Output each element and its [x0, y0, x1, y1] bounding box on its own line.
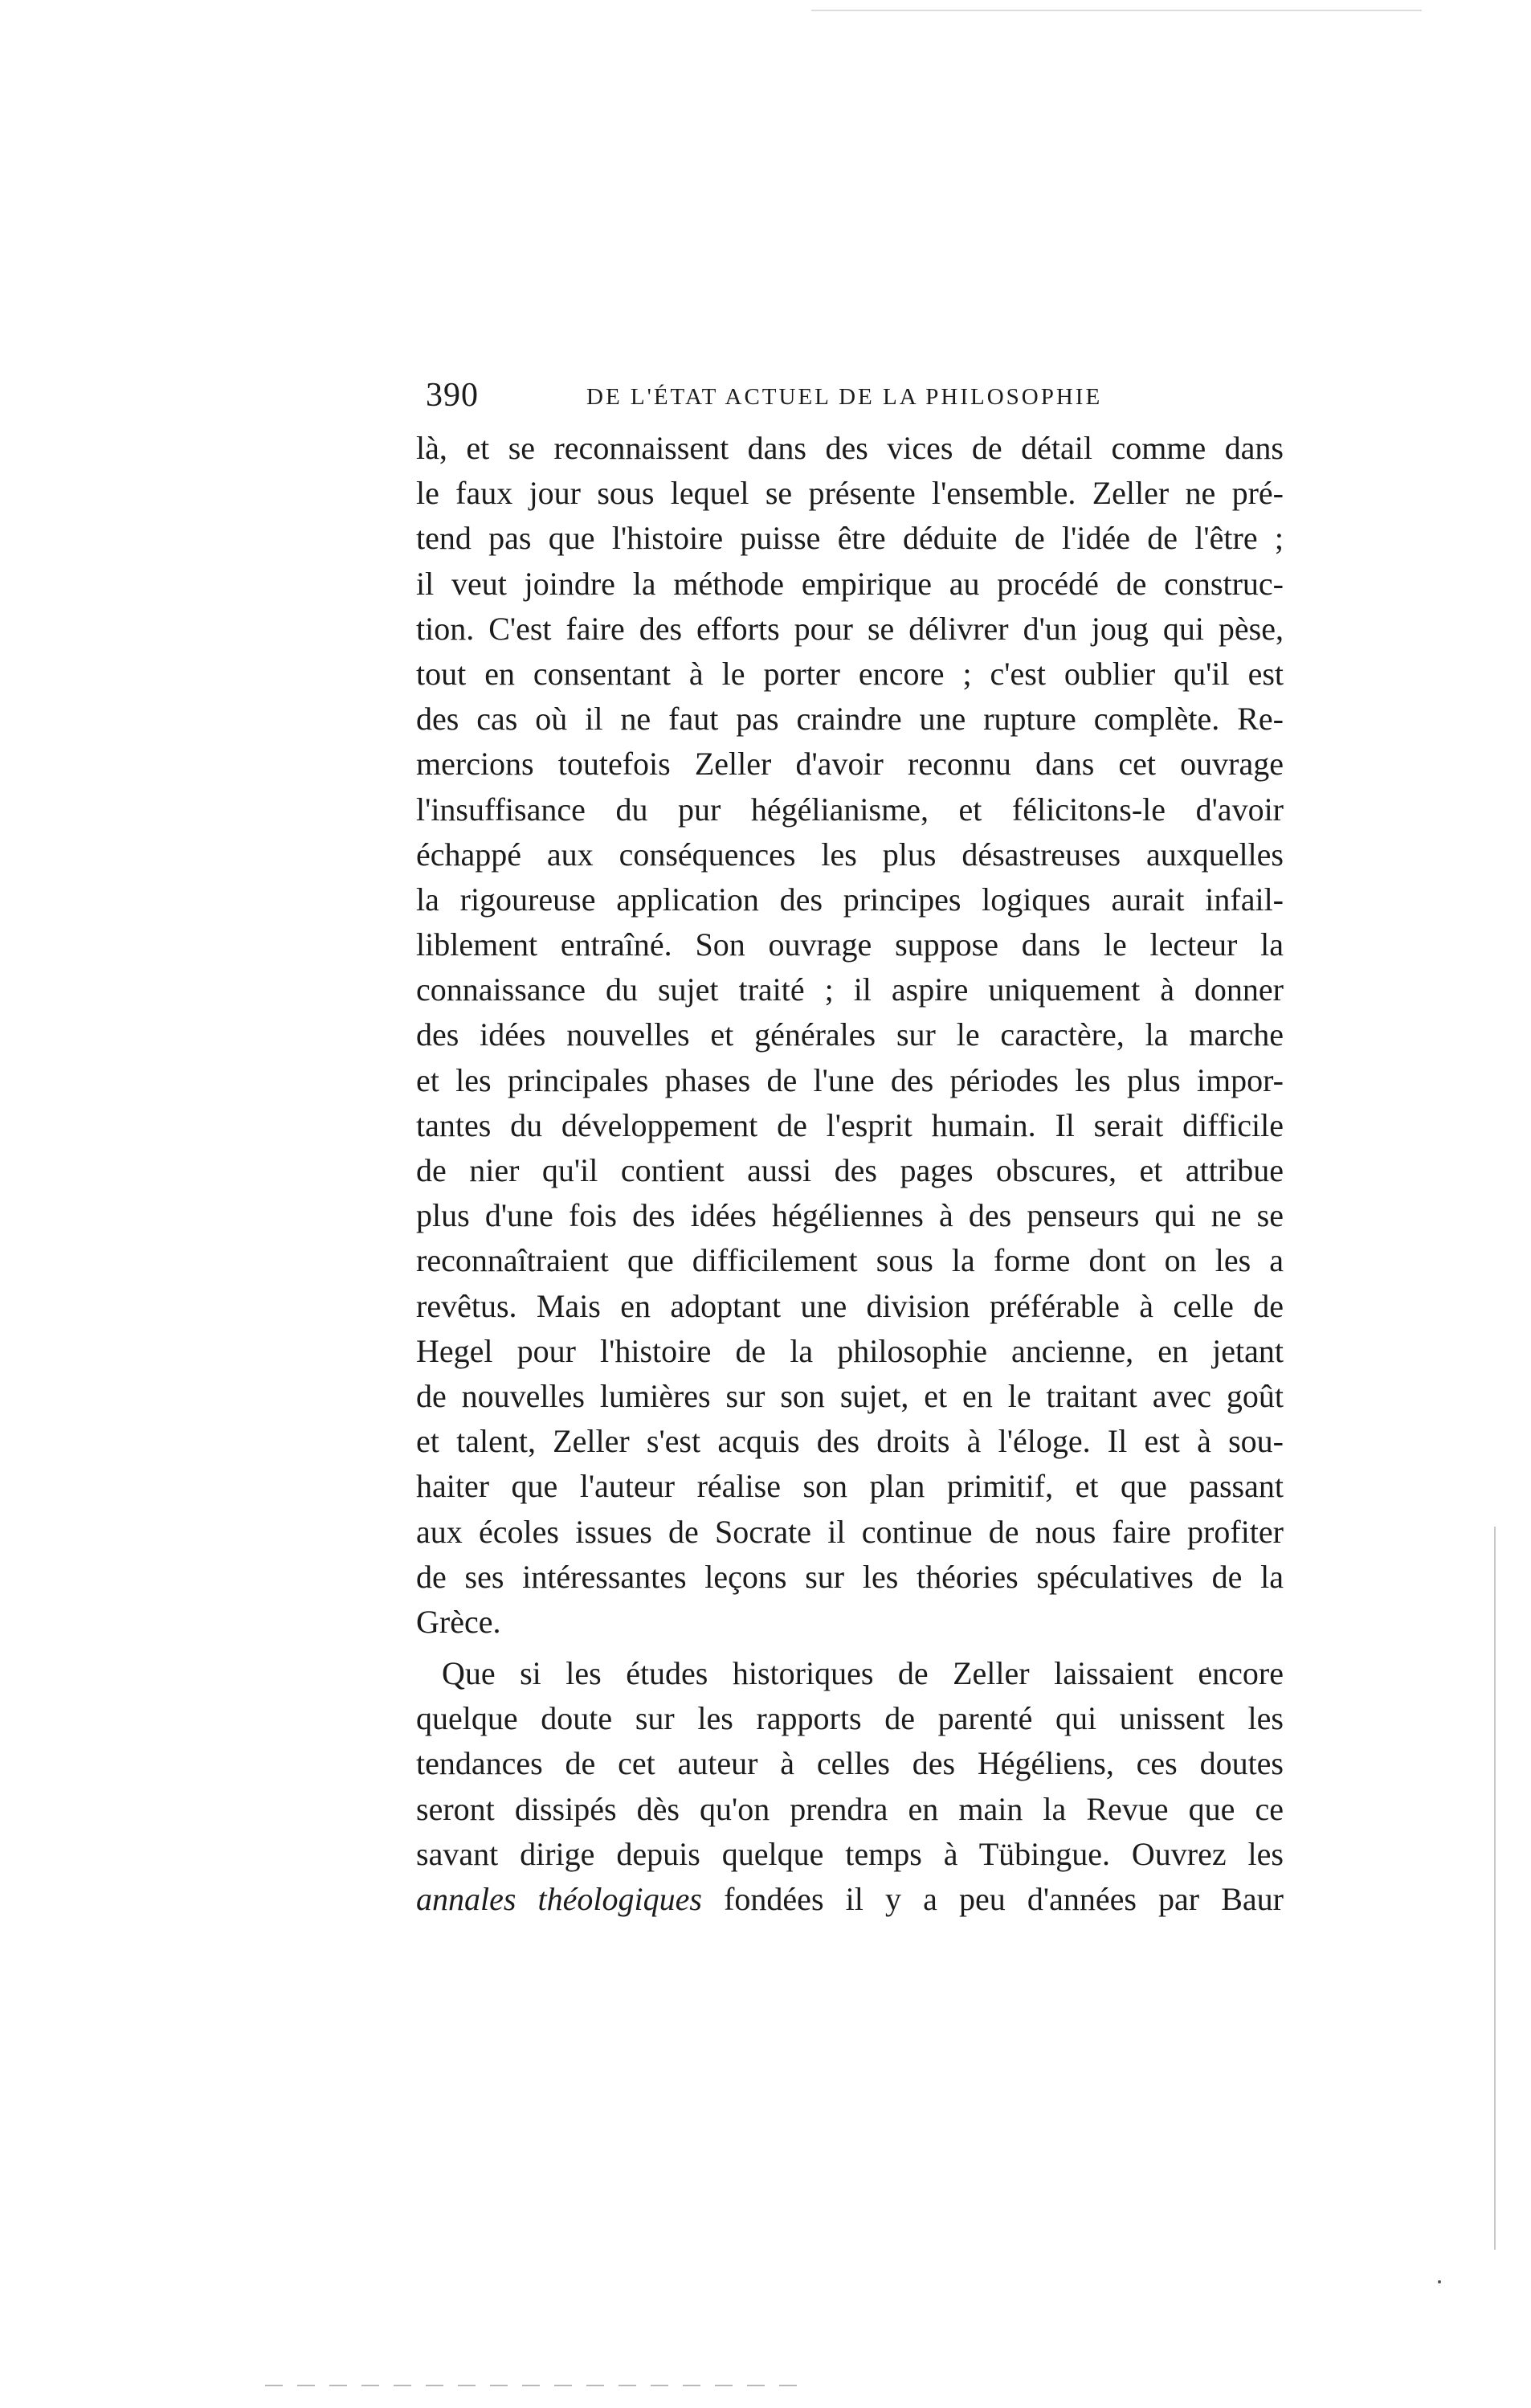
text-line: liblement entraîné. Son ouvrage suppose dans le lecteur la [416, 926, 1284, 963]
text-line: tendances de cet auteur à celles des Hégéliens, ces doutes [416, 1745, 1284, 1782]
text-line: il veut joindre la méthode empirique au procédé de construc- [416, 565, 1284, 602]
body-text [416, 426, 1284, 1922]
text-line: là, et se reconnaissent dans des vices de détail comme dans [416, 430, 1284, 466]
text-line: revêtus. Mais en adoptant une division préférable à celle de [416, 1287, 1284, 1324]
text-line: de nouvelles lumières sur son sujet, et en le traitant avec goût [416, 1377, 1284, 1414]
scan-artifact-top [811, 10, 1422, 11]
text-line: tion. C'est faire des efforts pour se délivrer d'un joug qui pèse, [416, 610, 1284, 647]
text-line: tantes du développement de l'esprit humain. Il serait difficile [416, 1106, 1284, 1143]
text-line: tend pas que l'histoire puisse être déduite de l'idée de l'être ; [416, 520, 1284, 557]
text-line: la rigoureuse application des principes logiques aurait infail- [416, 881, 1284, 918]
text-line: échappé aux conséquences les plus désastreuses auxquelles [416, 836, 1284, 873]
text-line: reconnaîtraient que difficilement sous la forme dont on les a [416, 1242, 1284, 1279]
text-line: mercions toutefois Zeller d'avoir reconnu dans cet ouvrage [416, 746, 1284, 783]
text-line: seront dissipés dès qu'on prendra en main la Revue que ce [416, 1790, 1284, 1827]
text-line: de nier qu'il contient aussi des pages obscures, et attribue [416, 1152, 1284, 1188]
scan-speck [1438, 2280, 1441, 2283]
text-line: plus d'une fois des idées hégéliennes à des penseurs qui ne se [416, 1197, 1284, 1234]
text-line: des idées nouvelles et générales sur le caractère, la marche [416, 1016, 1284, 1053]
text-line: de ses intéressantes leçons sur les théories spéculatives de la [416, 1558, 1284, 1595]
text-line: et les principales phases de l'une des périodes les plus impor- [416, 1061, 1284, 1098]
text-line: Hegel pour l'histoire de la philosophie ancienne, en jetant [416, 1332, 1284, 1369]
text-line-paragraph-start: Que si les études historiques de Zeller laissaient encore [442, 1655, 1284, 1692]
text-line-rest: fondées il y a peu d'années par Baur [701, 1881, 1284, 1917]
text-line: et talent, Zeller s'est acquis des droits à l'éloge. Il est à sou- [416, 1423, 1284, 1460]
text-line: tout en consentant à le porter encore ; c'est oublier qu'il est [416, 655, 1284, 692]
text-line: aux écoles issues de Socrate il continue de nous faire profiter [416, 1513, 1284, 1550]
text-line: connaissance du sujet traité ; il aspire uniquement à donner [416, 971, 1284, 1008]
text-line-last [416, 1877, 1284, 1922]
text-line: savant dirige depuis quelque temps à Tübingue. Ouvrez les [416, 1835, 1284, 1872]
text-line: haiter que l'auteur réalise son plan primitif, et que passant [416, 1468, 1284, 1505]
text-line: quelque doute sur les rapports de parenté qui unissent les [416, 1700, 1284, 1737]
running-head: DE L'ÉTAT ACTUEL DE LA PHILOSOPHIE [586, 384, 1103, 410]
italic-title-annales: annales théologiques [416, 1881, 702, 1917]
text-line-paragraph-end: Grèce. [416, 1603, 501, 1640]
text-line: l'insuffisance du pur hégélianisme, et félicitons-le d'avoir [416, 791, 1284, 828]
text-line: le faux jour sous lequel se présente l'ensemble. Zeller ne pré- [416, 475, 1284, 512]
page-header [426, 376, 1277, 424]
text-line: des cas où il ne faut pas craindre une rupture complète. Re- [416, 701, 1284, 738]
page-number: 390 [426, 377, 479, 414]
scan-artifact-right-edge [1494, 1527, 1496, 2250]
scan-artifact-bottom [265, 2385, 811, 2386]
